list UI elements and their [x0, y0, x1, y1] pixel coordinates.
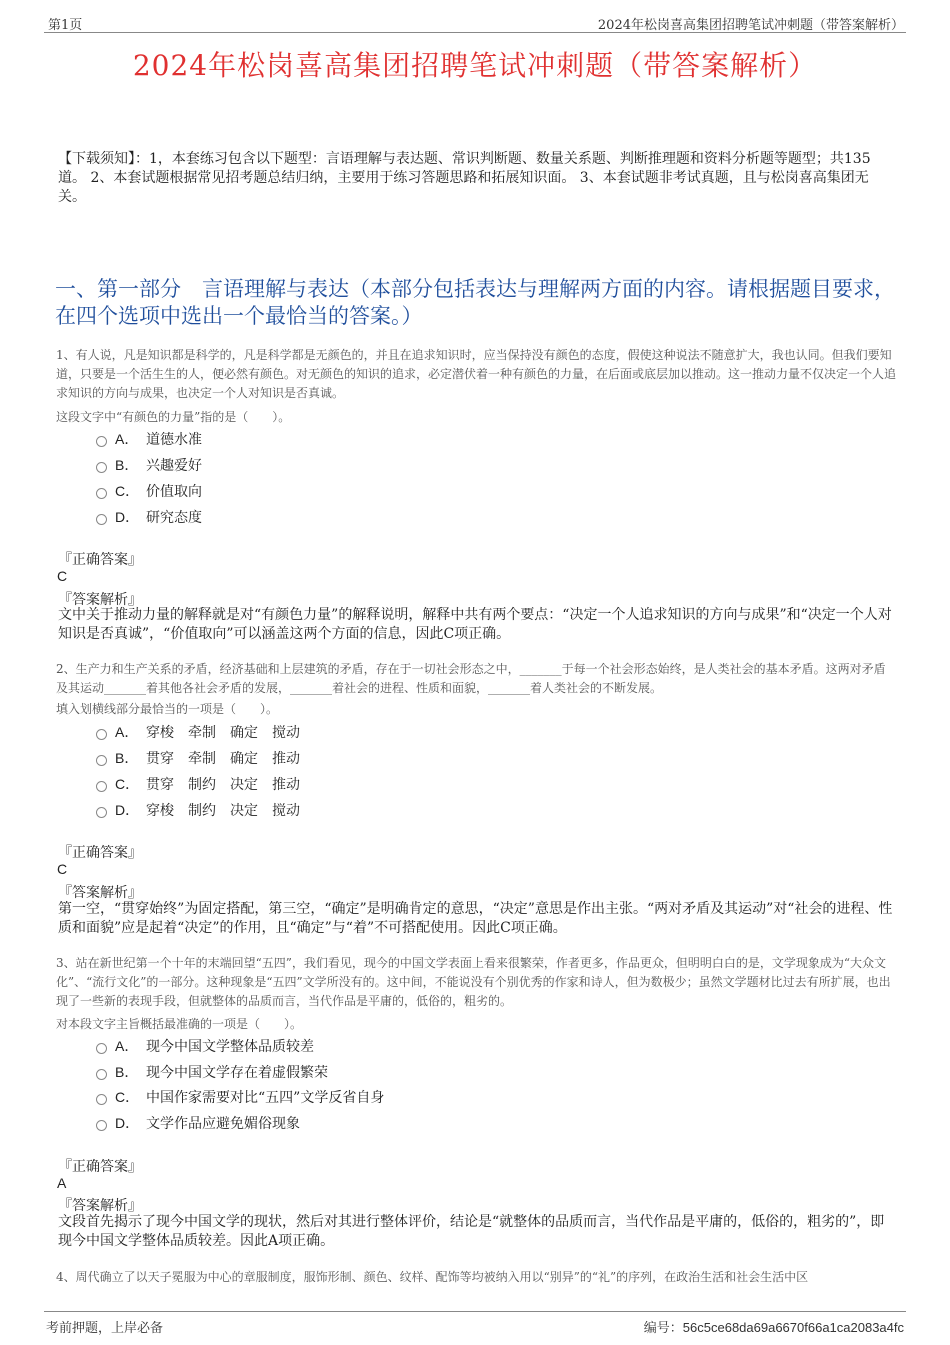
question-2-explain-heading: 『答案解析』 [58, 885, 142, 901]
question-3-option-b[interactable]: B． 现今中国文学存在着虚假繁荣 [96, 1062, 328, 1082]
question-4-stem: 4、周代确立了以天子冕服为中心的章服制度，服饰形制、颜色、纹样、配饰等均被纳入用以“别异”的“礼”的序列，在政治生活和社会生活中区 [56, 1270, 809, 1284]
question-3-explain-heading: 『答案解析』 [58, 1198, 142, 1214]
radio-icon[interactable] [96, 436, 107, 447]
footer-code [644, 1317, 904, 1336]
radio-icon[interactable] [96, 1069, 107, 1080]
question-3-answer-heading: 『正确答案』 [58, 1159, 142, 1175]
question-2-answer-heading: 『正确答案』 [58, 845, 142, 861]
question-1-option-d[interactable]: D． 研究态度 [96, 507, 202, 527]
question-3-option-a[interactable]: A． 现今中国文学整体品质较差 [96, 1036, 314, 1056]
radio-icon[interactable] [96, 755, 107, 766]
question-3-stem: 3、站在新世纪第一个十年的末端回望“五四”，我们看见，现今的中国文学表面上看来很繁荣，作者更多，作品更众，但明明白白的是，文学现象成为“大众文化”、“流行文化”的一部分。这种现象是“五四”文学所没有的。这中间，不能说没有个别优秀的作家和诗人，但为数极少；虽然文学题材比过去有所扩展，也出现了一些新的表现手段，但就整体的品质而言，当代作品是平庸的，低俗的，粗劣的。 [56, 956, 891, 1008]
page-header [44, 14, 906, 33]
question-1-option-a[interactable]: A． 道德水准 [96, 429, 202, 449]
question-3-option-c[interactable]: C． 中国作家需要对比“五四”文学反省自身 [96, 1087, 384, 1107]
radio-icon[interactable] [96, 1094, 107, 1105]
question-1-answer: C [57, 568, 68, 584]
question-1-explanation: 文中关于推动力量的解释就是对“有颜色力量”的解释说明，解释中共有两个要点：“决定一个人追求知识的方向与成果”和“决定一个人对知识是否真诚”，“价值取向”可以涵盖这两个方面的信息，因此C项正确。 [58, 607, 892, 642]
question-2-stem: 2、生产力和生产关系的矛盾，经济基础和上层建筑的矛盾，存在于一切社会形态之中，_______于每一个社会形态始终，是人类社会的基本矛盾。这两对矛盾及其运动_______着其他各社会矛盾的发展，_______着社会的进程、性质和面貌，_______着人类社会的不断发展。 [56, 662, 886, 695]
question-2-explanation: 第一空，“贯穿始终”为固定搭配，第三空，“确定”是明确肯定的意思，“决定”意思是作出主张。“两对矛盾及其运动”对“社会的进程、性质和面貌”应是起着“决定”的作用，且“确定”与“着”不可搭配使用。因此C项正确。 [58, 901, 893, 936]
radio-icon[interactable] [96, 729, 107, 740]
footer-code-label: 编号： [643, 1321, 683, 1336]
radio-icon[interactable] [96, 1043, 107, 1054]
radio-icon[interactable] [96, 514, 107, 525]
question-1-stem: 1、有人说，凡是知识都是科学的，凡是科学都是无颜色的，并且在追求知识时，应当保持没有颜色的态度，假使这种说法不随意扩大，我也认同。但我们要知道，只要是一个活生生的人，便必然有颜色。对无颜色的知识的追求，必定潜伏着一种有颜色的力量，在后面或底层加以推动。这一推动力量不仅决定一个人追求知识的方向与成果，也决定一个人对知识是否真诚。 [56, 348, 897, 400]
download-notice: 【下载须知】：1，本套练习包含以下题型：言语理解与表达题、常识判断题、数量关系题、判断推理题和资料分析题等题型；共135道。 2、本套试题根据常见招考题总结归纳，主要用于练习答题思路和拓展知识面。 3、本套试题非考试真题，且与松岗喜高集团无关。 [58, 151, 871, 205]
radio-icon[interactable] [96, 462, 107, 473]
question-2-answer: C [57, 861, 68, 877]
question-3-answer: A [57, 1175, 67, 1191]
question-1-answer-heading: 『正确答案』 [58, 552, 142, 568]
page-number: 第1页 [48, 18, 83, 33]
radio-icon[interactable] [96, 488, 107, 499]
question-2-option-c[interactable]: C． 贯穿 制约 决定 推动 [96, 774, 300, 794]
question-1-prompt: 这段文字中“有颜色的力量”指的是（ ）。 [56, 410, 291, 424]
question-2-prompt: 填入划横线部分最恰当的一项是（ ）。 [56, 702, 279, 716]
footer-code-value: 56c5ce68da69a6670f66a1ca2083a4fc [682, 1320, 904, 1335]
radio-icon[interactable] [96, 807, 107, 818]
question-3-explanation: 文段首先揭示了现今中国文学的现状，然后对其进行整体评价，结论是“就整体的品质而言，当代作品是平庸的，低俗的，粗劣的”，即现今中国文学整体品质较差。因此A项正确。 [58, 1214, 885, 1249]
question-1-explain-heading: 『答案解析』 [58, 592, 142, 608]
question-3-prompt: 对本段文字主旨概括最准确的一项是（ ）。 [56, 1017, 303, 1031]
question-2-option-a[interactable]: A． 穿梭 牵制 确定 搅动 [96, 722, 300, 742]
radio-icon[interactable] [96, 1120, 107, 1131]
header-doc-title: 2024年松岗喜高集团招聘笔试冲刺题（带答案解析） [597, 18, 904, 33]
question-3-option-d[interactable]: D． 文学作品应避免媚俗现象 [96, 1113, 300, 1133]
question-1-option-c[interactable]: C． 价值取向 [96, 481, 202, 501]
footer-slogan: 考前押题，上岸必备 [46, 1321, 164, 1336]
question-2-option-d[interactable]: D． 穿梭 制约 决定 搅动 [96, 800, 300, 820]
question-1-option-b[interactable]: B． 兴趣爱好 [96, 455, 202, 475]
section-title: 一、第一部分 言语理解与表达（本部分包括表达与理解两方面的内容。请根据题目要求，在四个选项中选出一个最恰当的答案。） [55, 277, 895, 328]
radio-icon[interactable] [96, 781, 107, 792]
question-2-option-b[interactable]: B． 贯穿 牵制 确定 推动 [96, 748, 300, 768]
document-title: 2024年松岗喜高集团招聘笔试冲刺题（带答案解析） [132, 49, 818, 82]
page-footer [44, 1311, 906, 1334]
